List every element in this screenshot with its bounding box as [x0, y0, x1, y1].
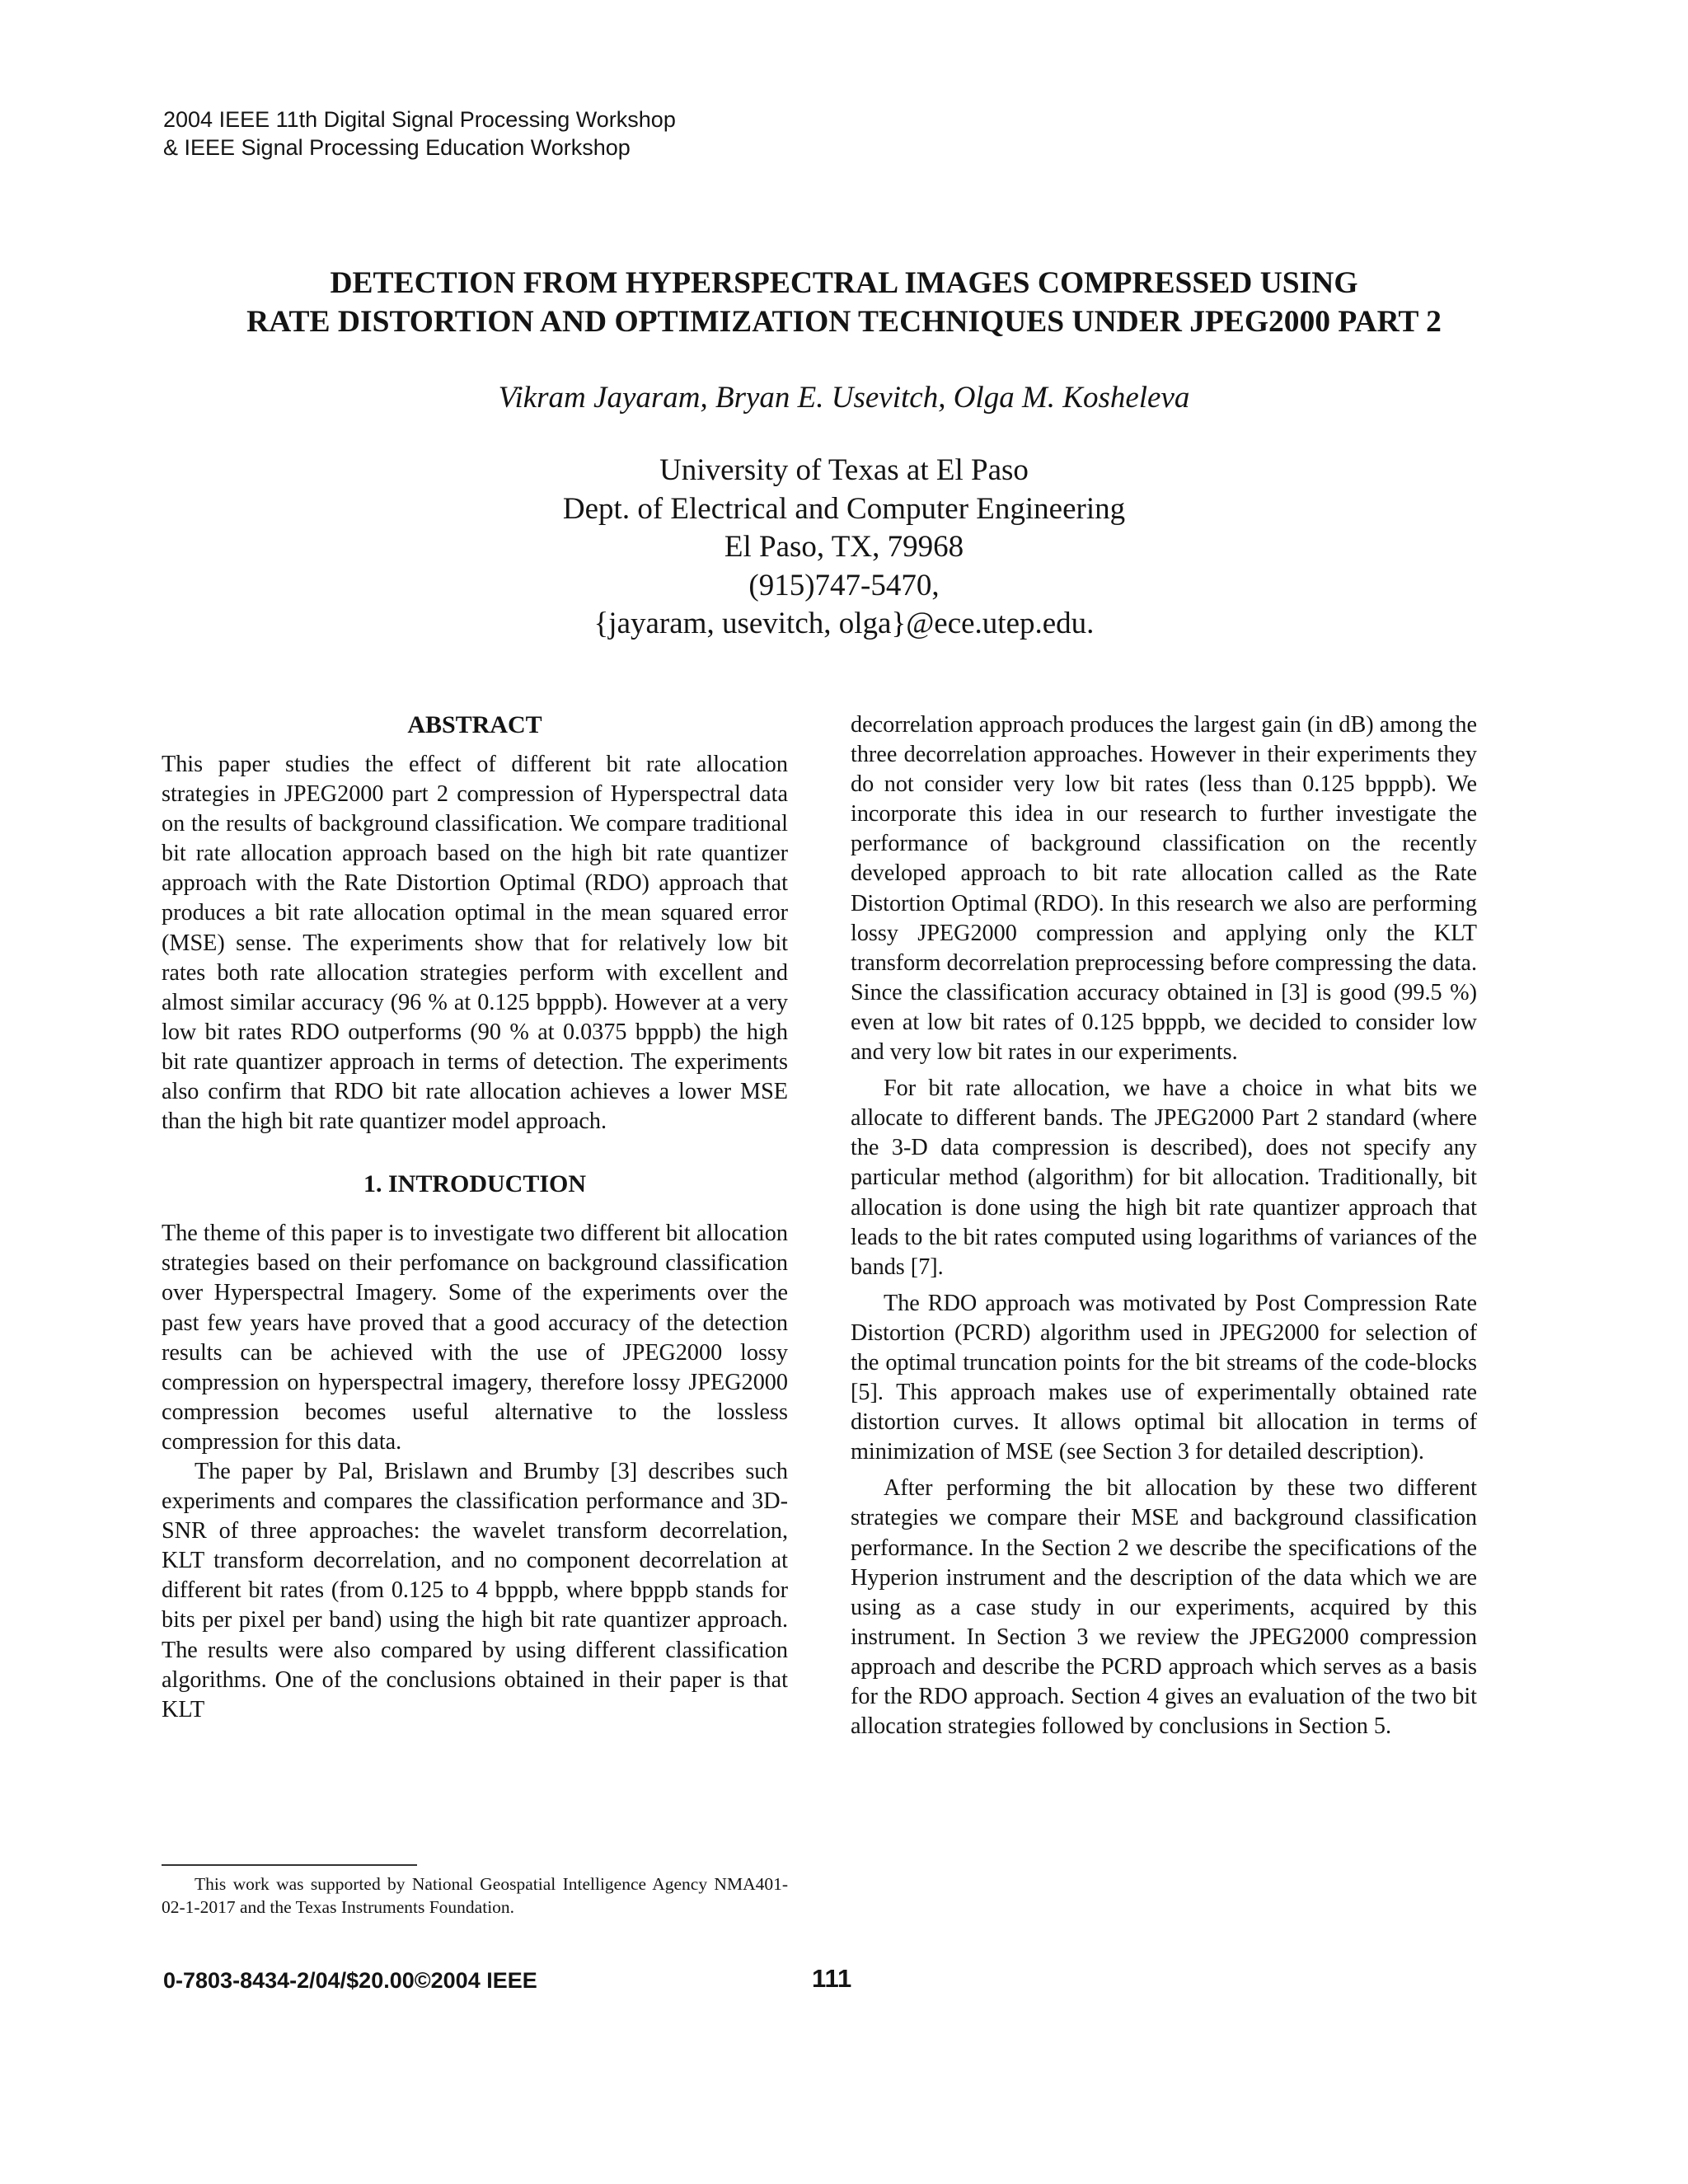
body-paragraph-2: For bit rate allocation, we have a choice in what bits we allocate to different bands. The JPEG2000 Part 2 standard (where the 3-D data compression is described), does not specify any particular method (algorithm) for bit allocation. Traditionally, bit allocation is done using the high bit rate quantizer approach that leads to the bit rates computed using logarithms of variances of the bands [7]. — [851, 1076, 1477, 1280]
conference-header — [163, 105, 676, 162]
funding-footnote: This work was supported by National Geospatial Intelligence Agency NMA401-02-1-2017 and the Texas Instruments Foundation. — [162, 1874, 788, 1917]
body-paragraph-3: The RDO approach was motivated by Post Compression Rate Distortion (PCRD) algorithm used in JPEG2000 for selection of the optimal truncation points for the bit streams of the code-blocks [5]. This approach makes use of experimentally obtained rate distortion curves. It allows optimal bit allocation in terms of minimization of MSE (see Section 3 for detailed description). — [851, 1290, 1477, 1465]
conference-header-line-1: 2004 IEEE 11th Digital Signal Processing Workshop — [163, 107, 676, 132]
affiliation-phone: (915)747-5470, — [748, 568, 940, 602]
paper-title-line-2: RATE DISTORTION AND OPTIMIZATION TECHNIQUES UNDER JPEG2000 PART 2 — [246, 305, 1442, 339]
paper-title-line-1: DETECTION FROM HYPERSPECTRAL IMAGES COMPRESSED USING — [330, 266, 1358, 300]
abstract-text: This paper studies the effect of different bit rate allocation strategies in JPEG2000 part 2 compression of Hyperspectral data on the results of background classification. We compare traditional bit rate allocation approach based on the high bit rate quantizer approach with the Rate Distortion Optimal (RDO) approach that produces a bit rate allocation optimal in the mean squared error (MSE) sense. The experiments show that for relatively low bit rates both rate allocation strategies perform with excellent and almost similar accuracy (96 % at 0.125 bpppb). However at a very low bit rates RDO outperforms (90 % at 0.0375 bpppb) the high bit rate quantizer approach in terms of detection. The experiments also confirm that RDO bit rate allocation achieves a lower MSE than the high bit rate quantizer model approach. — [162, 752, 788, 1135]
introduction-heading: 1. INTRODUCTION — [363, 1170, 587, 1198]
footnote-divider — [162, 1864, 417, 1866]
body-paragraph-4: After performing the bit allocation by these two different strategies we compare their MSE and background classification performance. In the Section 2 we describe the specifications of the Hyperion instrument and the description of the data which we are using as a case study in our experiments, acquired by this instrument. In Section 3 we review the JPEG2000 compression approach and describe the PCRD approach which serves as a basis for the RDO approach. Section 4 gives an evaluation of the two bit allocation strategies followed by conclusions in Section 5. — [851, 1475, 1477, 1740]
body-paragraph-1: decorrelation approach produces the largest gain (in dB) among the three decorrelation approaches. However in their experiments they do not consider very low bit rates (less than 0.125 bpppb). We incorporate this idea in our research to further investigate the performance of background classification on the recently developed approach to bit rate allocation called as the Rate Distortion Optimal (RDO). In this research we also are performing lossy JPEG2000 compression and applying only the KLT transform decorrelation preprocessing before compressing the data. Since the classification accuracy obtained in [3] is good (99.5 %) even at low bit rates of 0.125 bpppb, we decided to consider low and very low bit rates in our experiments. — [851, 712, 1477, 1066]
author-list: Vikram Jayaram, Bryan E. Usevitch, Olga M. Kosheleva — [498, 381, 1190, 415]
abstract-heading: ABSTRACT — [407, 711, 542, 738]
footer-isbn: 0-7803-8434-2/04/$20.00©2004 IEEE — [163, 1968, 537, 1993]
affiliation-city: El Paso, TX, 79968 — [724, 530, 964, 564]
affiliation-department: Dept. of Electrical and Computer Engineering — [562, 491, 1126, 526]
page-number: 111 — [812, 1964, 852, 1993]
left-column — [162, 710, 788, 1725]
right-column — [851, 710, 1477, 1741]
paper-title — [0, 264, 1688, 341]
introduction-paragraph-1: The theme of this paper is to investigate two different bit allocation strategies based on their perfomance on background classification over Hyperspectral Imagery. Some of the experiments over the past few years have proved that a good accuracy of the detection results can be achieved with the use of JPEG2000 lossy compression on hyperspectral imagery, therefore lossy JPEG2000 compression becomes useful alternative to the lossless compression for this data. — [162, 1221, 788, 1455]
affiliation-block — [0, 452, 1688, 644]
affiliation-university: University of Texas at El Paso — [659, 453, 1029, 487]
conference-header-line-2: & IEEE Signal Processing Education Workshop — [163, 135, 631, 160]
introduction-paragraph-2: The paper by Pal, Brislawn and Brumby [3] describes such experiments and compares the classification performance and 3D-SNR of three approaches: the wavelet transform decorrelation, KLT transform decorrelation, and no component decorrelation at different bit rates (from 0.125 to 4 bpppb, where bpppb stands for bits per pixel per band) using the high bit rate quantizer approach. The results were also compared by using different classification algorithms. One of the conclusions obtained in their paper is that KLT — [162, 1458, 788, 1722]
affiliation-email: {jayaram, usevitch, olga}@ece.utep.edu. — [593, 607, 1095, 640]
